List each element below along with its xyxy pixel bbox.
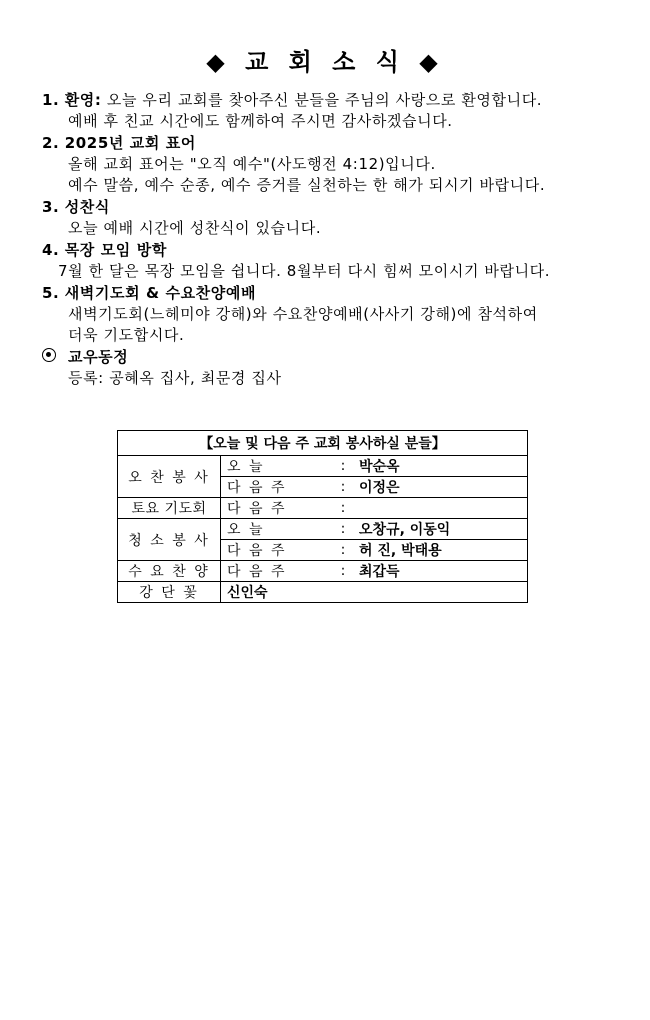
flowers-name: 신인숙 [221, 582, 528, 603]
item-3-head-line [42, 196, 110, 217]
colon: : [333, 498, 353, 519]
table-row [118, 561, 528, 582]
when-today: 오 늘 [221, 456, 334, 477]
item-2-head-line [42, 132, 196, 153]
item-heading: 목장 모임 방학 [64, 241, 167, 259]
item-heading: 새벽기도회 & 수요찬양예배 [64, 284, 257, 302]
news-heading: 교우동정 [68, 348, 129, 366]
radio-bullet-icon [42, 348, 56, 362]
row-label-wednesday: 수 요 찬 양 [118, 561, 221, 582]
table-header: 【오늘 및 다음 주 교회 봉사하실 분들】 [118, 431, 528, 456]
item-4-line-1: 7월 한 달은 목장 모임을 쉽니다. 8월부터 다시 힘써 모이시기 바랍니다. [58, 262, 551, 280]
table-row [118, 456, 528, 477]
cleaning-today-names: 오창규, 이동익 [353, 519, 528, 540]
row-label-flowers: 강 단 꽃 [118, 582, 221, 603]
item-number: 5. [42, 284, 60, 302]
colon: : [333, 540, 353, 561]
item-number: 4. [42, 241, 60, 259]
item-2-line-1: 올해 교회 표어는 "오직 예수"(사도행전 4:12)입니다. [68, 155, 436, 173]
lunch-today-name: 박순옥 [353, 456, 528, 477]
when-today: 오 늘 [221, 519, 334, 540]
table-row [118, 519, 528, 540]
wednesday-next-name: 최갑득 [353, 561, 528, 582]
lunch-next-name: 이정은 [353, 477, 528, 498]
item-3-line-1: 오늘 예배 시간에 성찬식이 있습니다. [68, 219, 322, 237]
when-next: 다 음 주 [221, 477, 334, 498]
table-row [118, 582, 528, 603]
item-heading: 환영: [64, 91, 102, 109]
news-line: 등록: 공혜옥 집사, 최문경 집사 [68, 369, 282, 387]
item-4-head-line [42, 239, 167, 260]
item-5-head-line [42, 282, 256, 303]
when-next: 다 음 주 [221, 498, 334, 519]
item-heading: 성찬식 [64, 198, 110, 216]
item-1-line-2: 예배 후 친교 시간에도 함께하여 주시면 감사하겠습니다. [68, 112, 453, 130]
cleaning-next-names: 허 진, 박태용 [353, 540, 528, 561]
item-5-line-1: 새벽기도회(느헤미야 강해)와 수요찬양예배(사사기 강해)에 참석하여 [68, 305, 538, 323]
when-next: 다 음 주 [221, 540, 334, 561]
row-label-lunch: 오 찬 봉 사 [118, 456, 221, 498]
item-1-head-line [42, 89, 542, 110]
item-text: 오늘 우리 교회를 찾아주신 분들을 주님의 사랑으로 환영합니다. [106, 91, 543, 109]
saturday-next-name [353, 498, 528, 519]
item-number: 3. [42, 198, 60, 216]
item-heading: 2025년 교회 표어 [64, 134, 196, 152]
when-next: 다 음 주 [221, 561, 334, 582]
row-label-saturday: 토요 기도회 [118, 498, 221, 519]
colon: : [333, 519, 353, 540]
colon: : [333, 477, 353, 498]
table-row [118, 498, 528, 519]
page-title: ◆ 교 회 소 식 ◆ [206, 48, 444, 76]
row-label-cleaning: 청 소 봉 사 [118, 519, 221, 561]
colon: : [333, 561, 353, 582]
service-table [117, 430, 528, 603]
item-5-line-2: 더욱 기도합시다. [68, 326, 185, 344]
item-2-line-2: 예수 말씀, 예수 순종, 예수 증거를 실천하는 한 해가 되시기 바랍니다. [68, 176, 546, 194]
item-number: 2. [42, 134, 60, 152]
colon: : [333, 456, 353, 477]
item-number: 1. [42, 91, 60, 109]
